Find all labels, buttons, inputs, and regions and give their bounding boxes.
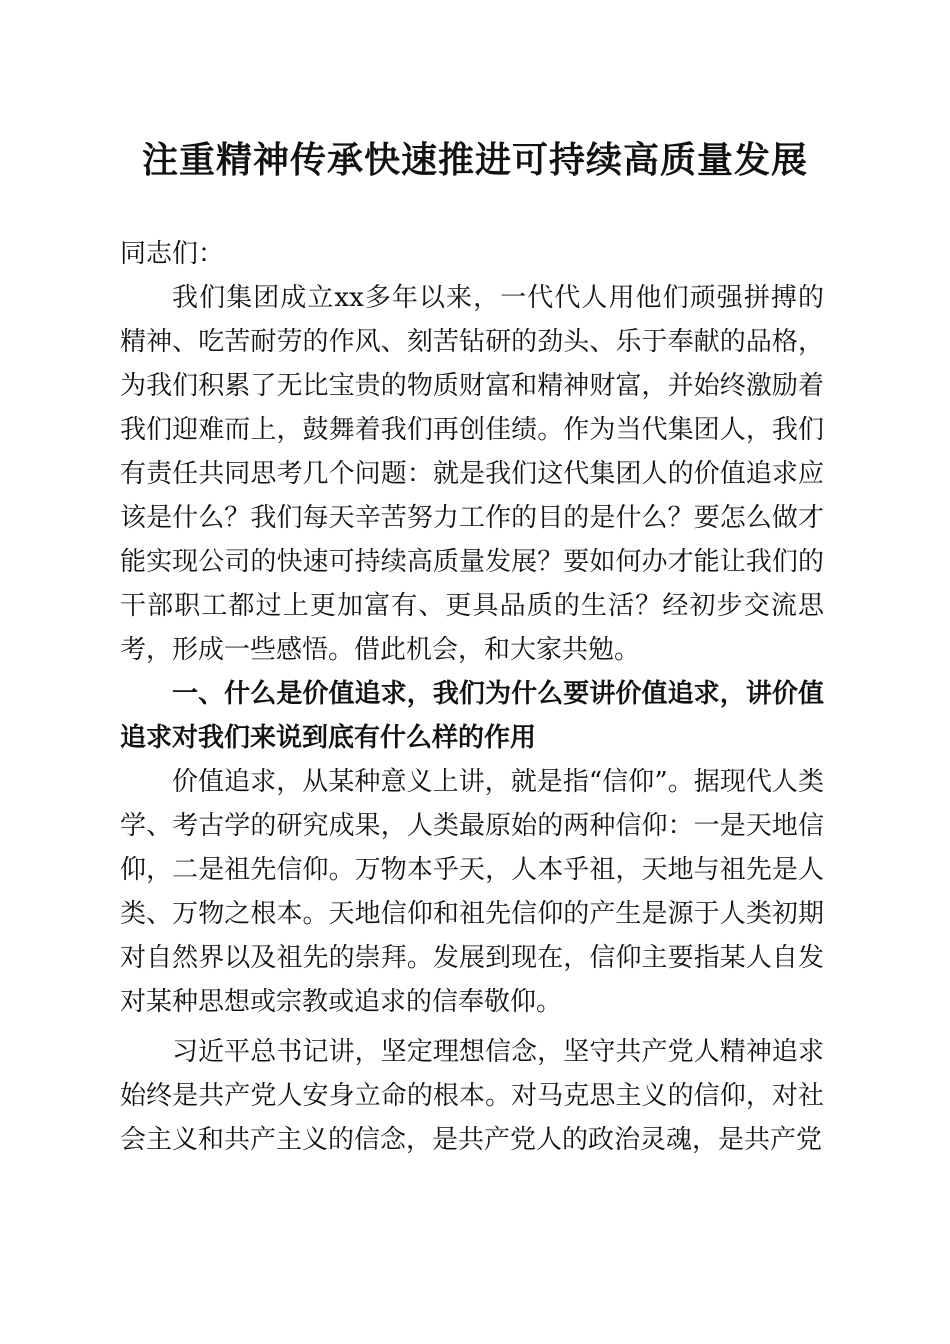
paragraph-xi-quote: 习近平总书记讲，坚定理想信念，坚守共产党人精神追求始终是共产党人安身立命的根本。对马克思主义的信仰，对社会主义和共产主义的信念，是共产党人的政治灵魂，是共产党	[120, 1037, 824, 1155]
paragraph-intro: 我们集团成立xx多年以来，一代代人用他们顽强拼搏的精神、吃苦耐劳的作风、刻苦钻研的劲头、乐于奉献的品格，为我们积累了无比宝贵的物质财富和精神财富，并始终激励着我们迎难而上，鼓舞着我们再创佳绩。作为当代集团人，我们有责任共同思考几个问题：就是我们这代集团人的价值追求应该是什么？我们每天辛苦努力工作的目的是什么？要怎么做才能实现公司的快速可持续高质量发展？要如何办才能让我们的干部职工都过上更加富有、更具品质的生活？经初步交流思考，形成一些感悟。借此机会，和大家共勉。	[120, 283, 824, 665]
document-title: 注重精神传承快速推进可持续高质量发展	[141, 139, 808, 181]
document-body	[120, 232, 824, 1162]
paragraph-value-pursuit: 价值追求，从某种意义上讲，就是指“信仰”。据现代人类学、考古学的研究成果，人类最原始的两种信仰：一是天地信仰，二是祖先信仰。万物本乎天，人本乎祖，天地与祖先是人类、万物之根本。天地信仰和祖先信仰的产生是源于人类初期对自然界以及祖先的崇拜。发展到现在，信仰主要指某人自发对某种思想或宗教或追求的信奉敬仰。	[120, 767, 824, 1017]
section-heading-1: 一、什么是价值追求，我们为什么要讲价值追求，讲价值追求对我们来说到底有什么样的作用	[120, 679, 824, 753]
salutation: 同志们：	[120, 239, 225, 269]
